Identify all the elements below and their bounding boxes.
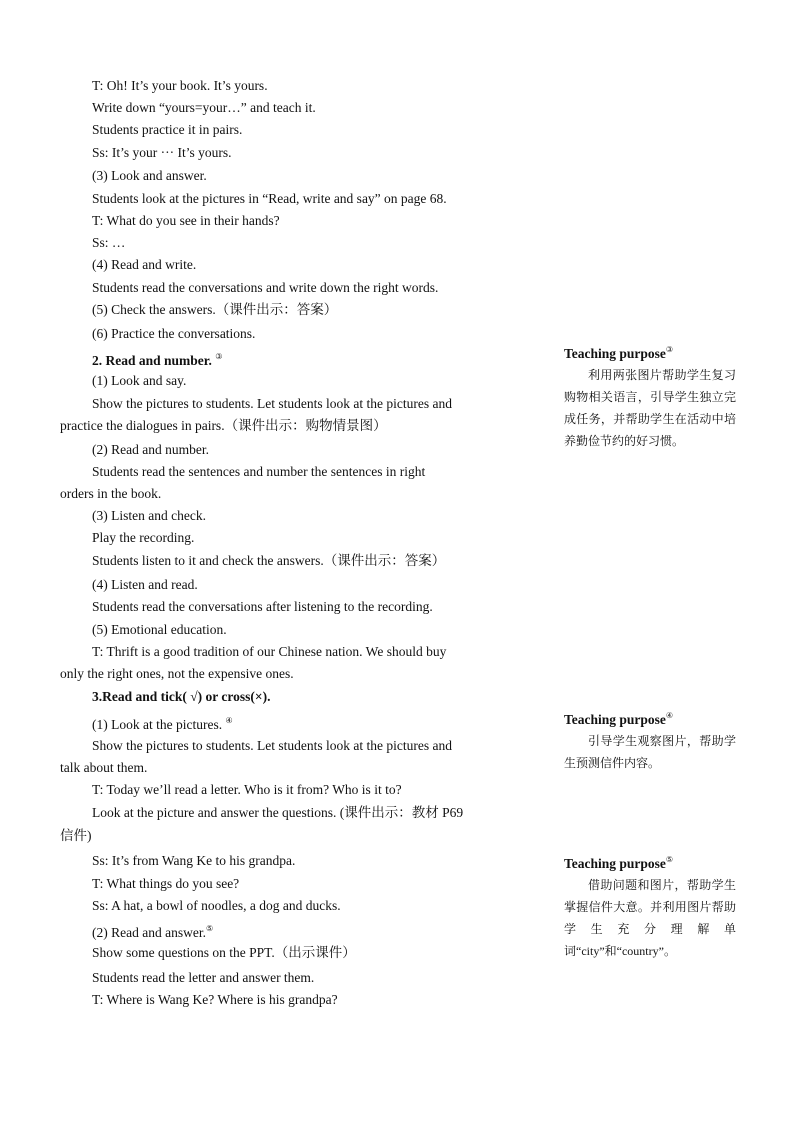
text-line: T: What do you see in their hands? [92, 213, 280, 228]
text-line: 信件) [60, 828, 92, 843]
text-line: (5) Check the answers.（课件出示：答案） [92, 302, 338, 317]
teaching-purpose-text: 借助问题和图片，帮助学生掌握信件大意。并利用图片帮助学生充分理解单词“city”和“country”。 [564, 878, 736, 958]
text-line: (1) Look at the pictures. ④ [92, 716, 233, 732]
teaching-purpose-text: 引导学生观察图片，帮助学生预测信件内容。 [564, 734, 736, 770]
text-line: (4) Read and write. [92, 257, 197, 272]
text-line: (6) Practice the conversations. [92, 326, 256, 341]
section-heading-2: 2. Read and number. ③ [92, 352, 223, 368]
text-line: only the right ones, not the expensive ones. [60, 666, 294, 681]
text-line: Show some questions on the PPT.（出示课件） [92, 945, 356, 960]
text-line: T: Oh! It’s your book. It’s yours. [92, 78, 268, 93]
text-line: Students read the conversations and write down the right words. [92, 280, 439, 295]
text-line: T: Where is Wang Ke? Where is his grandpa? [92, 992, 338, 1007]
teaching-purpose-title: Teaching purpose⑤ [564, 855, 674, 871]
text-line: Students look at the pictures in “Read, write and say” on page 68. [92, 191, 447, 206]
text-line: Show the pictures to students. Let students look at the pictures and [92, 738, 452, 753]
text-line: Ss: A hat, a bowl of noodles, a dog and ducks. [92, 898, 341, 913]
teaching-purpose-title: Teaching purpose④ [564, 711, 674, 727]
text-line: Play the recording. [92, 530, 195, 545]
text-line: Students read the letter and answer them. [92, 970, 315, 985]
text-line: talk about them. [60, 760, 148, 775]
section-heading-3: 3.Read and tick( √) or cross(×). [92, 689, 271, 704]
text-line: Students read the sentences and number the sentences in right [92, 464, 426, 479]
text-line: (5) Emotional education. [92, 622, 227, 637]
text-line: Ss: It’s your ··· It’s yours. [92, 145, 232, 160]
text-line: (3) Look and answer. [92, 168, 207, 183]
text-line: (2) Read and answer.⑤ [92, 924, 214, 940]
text-line: (3) Listen and check. [92, 508, 206, 523]
text-line: Write down “yours=your…” and teach it. [92, 100, 316, 115]
text-line: (4) Listen and read. [92, 577, 198, 592]
text-line: T: Thrift is a good tradition of our Chinese nation. We should buy [92, 644, 447, 659]
teaching-purpose-title: Teaching purpose③ [564, 345, 674, 361]
text-line: Look at the picture and answer the questions. (课件出示：教材 P69 [92, 805, 464, 820]
teaching-purpose-text: 利用两张图片帮助学生复习购物相关语言，引导学生独立完成任务，并帮助学生在活动中培养勤俭节约的好习惯。 [564, 368, 736, 448]
text-line: (1) Look and say. [92, 373, 187, 388]
text-line: T: What things do you see? [92, 876, 240, 891]
text-line: Students listen to it and check the answers.（课件出示：答案） [92, 553, 446, 568]
text-line: (2) Read and number. [92, 442, 209, 457]
text-line: Ss: … [92, 235, 126, 250]
text-line: orders in the book. [60, 486, 162, 501]
text-line: Students practice it in pairs. [92, 122, 243, 137]
text-line: T: Today we’ll read a letter. Who is it from? Who is it to? [92, 782, 402, 797]
text-line: practice the dialogues in pairs.（课件出示：购物情景图） [60, 418, 387, 433]
text-line: Show the pictures to students. Let students look at the pictures and [92, 396, 452, 411]
text-line: Ss: It’s from Wang Ke to his grandpa. [92, 853, 296, 868]
text-line: Students read the conversations after listening to the recording. [92, 599, 433, 614]
